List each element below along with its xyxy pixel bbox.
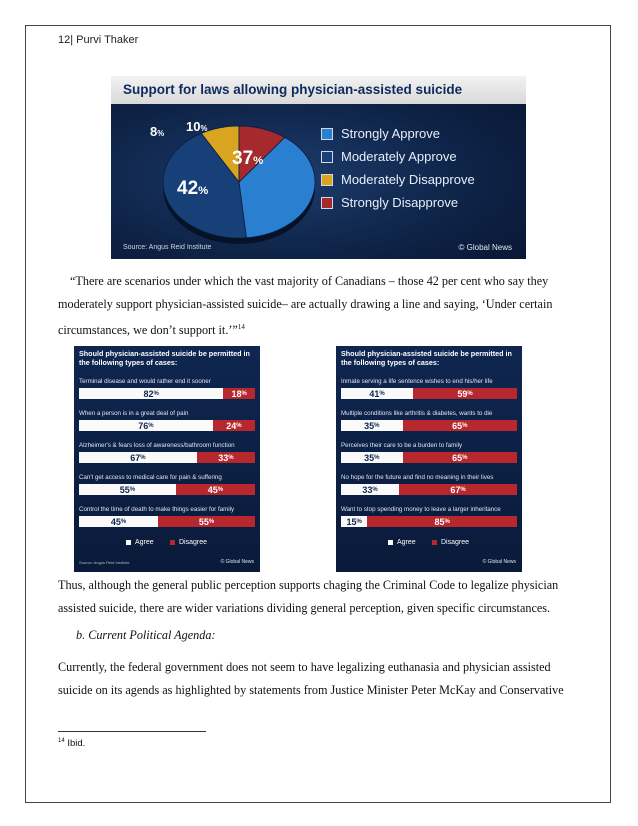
legend-disagree: Disagree [432, 539, 469, 546]
legend-label: Moderately Approve [341, 149, 457, 164]
survey-row-bar [341, 452, 517, 463]
bar-disagree-segment: 55 % [158, 516, 255, 527]
pie-chart-svg [111, 76, 526, 259]
survey-panel-brand: © Global News [482, 559, 516, 565]
pie-label-strongly-approve: 37% [232, 148, 264, 169]
survey-row-bar [79, 388, 255, 399]
bar-agree-segment: 35 % [341, 452, 403, 463]
survey-row-label: Inmate serving a life sentence wishes to end his/her life [341, 378, 493, 385]
footnote-ref[interactable]: 14 [237, 323, 245, 331]
survey-panel-source: Source: Angus Reid Institute [79, 560, 130, 565]
survey-row-label: When a person is in a great deal of pain [79, 410, 189, 417]
survey-row-bar [341, 484, 517, 495]
survey-panel-right [336, 346, 522, 572]
legend-agree: Agree [388, 539, 416, 546]
bar-agree-segment: 45 % [79, 516, 158, 527]
legend-label: Strongly Approve [341, 126, 441, 141]
bar-disagree-segment: 45 % [176, 484, 255, 495]
survey-panel-title: Should physician-assisted suicide be permitted in the following types of cases: [79, 349, 250, 367]
footnote-divider [58, 731, 206, 732]
pie-chart-figure [111, 76, 526, 259]
legend-swatch [321, 174, 333, 186]
bar-agree-segment: 82 % [79, 388, 223, 399]
bar-disagree-segment: 33 % [197, 452, 255, 463]
survey-row-bar [79, 420, 255, 431]
survey-row-bar [341, 420, 517, 431]
legend-label: Moderately Disapprove [341, 172, 475, 187]
bar-agree-segment: 76 % [79, 420, 213, 431]
page-header: 12| Purvi Thaker [58, 34, 139, 46]
pie-label-moderately-approve: 42% [177, 178, 209, 199]
bar-agree-segment: 15 % [341, 516, 367, 527]
quote-line-2: moderately support physician-assisted suicide– are actually drawing a line and saying, ‘Under certain [58, 297, 553, 311]
footnote-number: 14 [58, 738, 65, 744]
bar-disagree-segment: 59 % [413, 388, 517, 399]
legend-label: Strongly Disapprove [341, 195, 459, 210]
footnote [58, 738, 85, 749]
body-paragraph-1-line-1: Thus, although the general public perception supports chaging the Criminal Code to legalize physician [58, 578, 559, 592]
bar-agree-segment: 55 % [79, 484, 176, 495]
bar-disagree-segment: 65 % [403, 452, 517, 463]
survey-panel-title: Should physician-assisted suicide be permitted in the following types of cases: [341, 349, 512, 367]
survey-row-label: Terminal disease and would rather end it sooner [79, 378, 211, 385]
survey-row-label: Can't get access to medical care for pain & suffering [79, 474, 222, 481]
survey-row-label: No hope for the future and find no meaning in their lives [341, 474, 494, 481]
pie-label-strongly-disapprove: 10% [186, 119, 208, 134]
bar-disagree-segment: 67 % [399, 484, 517, 495]
survey-panel-brand: © Global News [220, 559, 254, 565]
survey-row-bar [79, 484, 255, 495]
legend-strongly-disapprove [321, 195, 458, 210]
pie-chart-brand: © Global News [458, 243, 512, 252]
survey-row-label: Want to stop spending money to leave a larger inheritance [341, 506, 501, 513]
survey-row-label: Alzheimer's & fears loss of awareness/bathroom function [79, 442, 235, 449]
legend-swatch [321, 128, 333, 140]
pie-label-moderately-disapprove: 8% [150, 124, 165, 139]
bar-agree-segment: 67 % [79, 452, 197, 463]
body-paragraph-1-line-2: assisted suicide, there are wider variations dividing general perception, given specific circumstances. [58, 601, 551, 615]
bar-disagree-segment: 18 % [223, 388, 255, 399]
bar-agree-segment: 35 % [341, 420, 403, 431]
bar-disagree-segment: 65 % [403, 420, 517, 431]
legend-moderately-disapprove [321, 172, 475, 187]
legend-disagree: Disagree [170, 539, 207, 546]
legend-swatch [321, 197, 333, 209]
legend-agree: Agree [126, 539, 154, 546]
legend-swatch [321, 151, 333, 163]
survey-row-bar [341, 388, 517, 399]
body-paragraph-2-line-2: suicide on its agends as highlighted by statements from Justice Minister Peter McKay and Conservative [58, 683, 564, 697]
body-paragraph-2-line-1: Currently, the federal government does not seem to have legalizing euthanasia and physician assisted [58, 660, 551, 674]
legend-moderately-approve [321, 149, 457, 164]
footnote-text: Ibid. [64, 738, 86, 750]
survey-row-bar [341, 516, 517, 527]
bar-agree-segment: 33 % [341, 484, 399, 495]
pie-chart-title: Support for laws allowing physician-assisted suicide [123, 82, 463, 97]
survey-row-label: Multiple conditions like arthritis & diabetes, wants to die [341, 410, 493, 417]
bar-agree-segment: 41 % [341, 388, 413, 399]
survey-row-bar [79, 516, 255, 527]
survey-row-label: Perceives their care to be a burden to family [341, 442, 463, 449]
bar-disagree-segment: 85 % [367, 516, 517, 527]
survey-panel-left [74, 346, 260, 572]
survey-row-label: Control the time of death to make things easier for family [79, 506, 235, 513]
quote-line-3: circumstances, we don’t support it.’”$^{14}$ [58, 323, 245, 338]
bar-disagree-segment: 24 % [213, 420, 255, 431]
section-subheading: b. Current Political Agenda: [76, 628, 216, 642]
pie-chart-source: Source: Angus Reid Institute [123, 244, 212, 251]
quote-line-1: “There are scenarios under which the vast majority of Canadians – those 42 per cent who say they [70, 274, 549, 288]
legend-strongly-approve [321, 126, 440, 141]
survey-row-bar [79, 452, 255, 463]
